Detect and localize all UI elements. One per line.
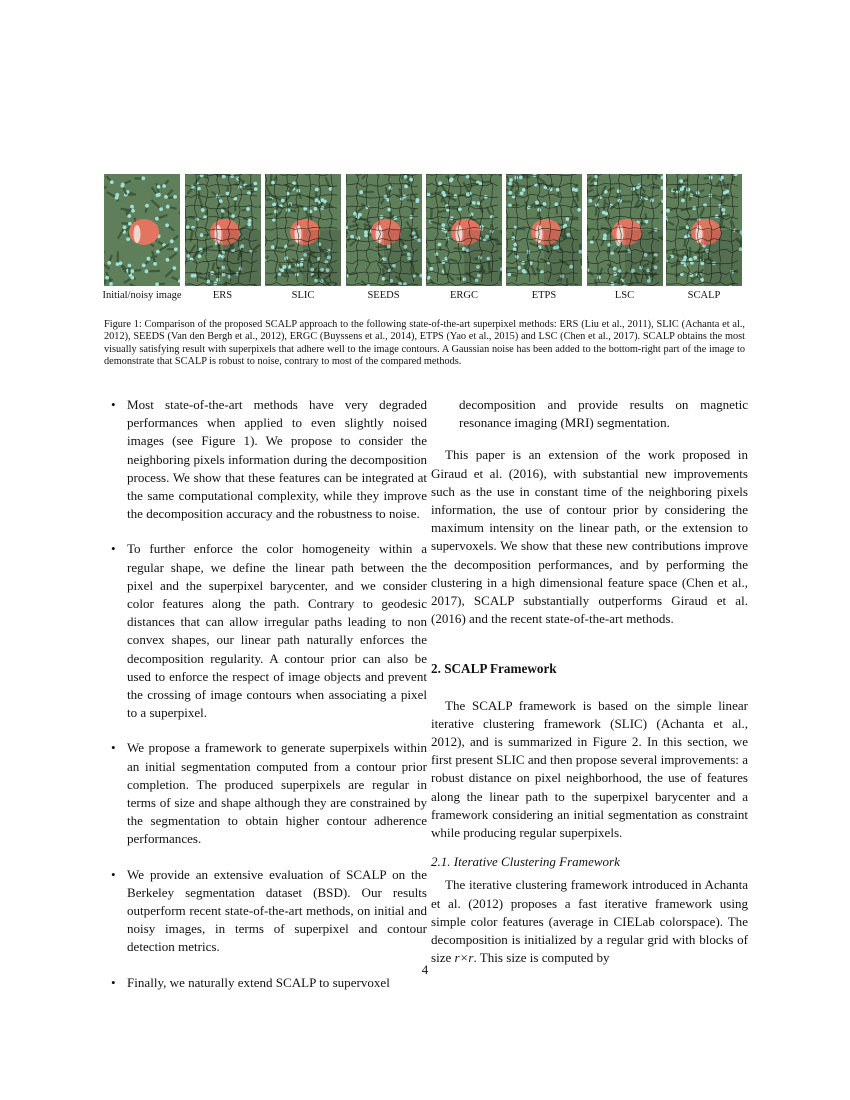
- superpixel-image-icon: [506, 174, 582, 286]
- figure-panel-slic: [265, 174, 341, 286]
- bullet-icon: •: [111, 740, 116, 756]
- figure-panel-ergc: [426, 174, 502, 286]
- list-item-text: Finally, we naturally extend SCALP to supervoxel: [127, 974, 390, 990]
- list-item: [110, 396, 427, 523]
- bullet-icon: •: [111, 974, 116, 990]
- figure-label: LSC: [614, 290, 635, 301]
- figure-panel-initial: [104, 174, 180, 286]
- list-item: [110, 866, 427, 957]
- figure-label: ERGC: [449, 290, 478, 301]
- page-number: 4: [421, 962, 429, 977]
- list-item: [110, 540, 427, 722]
- figure-label: ERS: [212, 290, 233, 301]
- figure-1: [104, 174, 744, 286]
- figure-caption: Figure 1: Comparison of the proposed SCALP approach to the following state-of-the-art superpixel methods: ERS (Liu et al., 2011), SLIC (Achanta et al., 2012), SEEDS (Van den Bergh et al., 2012), ERGC (Buyssens et al., 2014), ETPS (Yao et al., 2015) and LSC (Chen et al., 2017). SCALP obtains the most visually satisfying result with superpixels that adhere well to the image contours. A Gaussian noise has been added to the bottom-right part of the image to demonstrate that SCALP is robust to noise, contrary to most of the compared methods.: [104, 319, 745, 368]
- bullet-icon: •: [111, 397, 116, 412]
- left-column: [110, 396, 427, 1009]
- figure-panel-seeds: [346, 174, 422, 286]
- superpixel-image-icon: [666, 174, 742, 286]
- list-item-text: We provide an extensive evaluation of SCALP on the Berkeley segmentation dataset (BSD). Our results outperform recent state-of-the-art methods, on initial and noisy images, in terms of superpixel and contour detection metrics.: [127, 866, 427, 955]
- paragraph: [431, 876, 748, 967]
- coral-image-icon: [104, 174, 180, 286]
- list-item-text: We propose a framework to generate superpixels within an initial segmentation computed from a contour prior completion. The produced superpixels are regular in terms of size and shape although they are constrained by the segmentation to obtain higher contour adherence performances.: [127, 740, 427, 847]
- superpixel-image-icon: [346, 174, 422, 286]
- bullet-icon: •: [111, 866, 116, 882]
- paragraph-text: The iterative clustering framework introduced in Achanta et al. (2012) proposes a fast iterative framework using simple color features (average in CIELab colorspace). The decomposition is initialized by a regular grid with blocks of size: [431, 877, 748, 966]
- superpixel-image-icon: [185, 174, 261, 286]
- figure-panel-scalp: [666, 174, 742, 286]
- figure-panel-etps: [506, 174, 582, 286]
- bullet-icon: •: [111, 541, 116, 557]
- figure-label: ETPS: [531, 290, 557, 301]
- subsection-title: 2.1. Iterative Clustering Framework: [431, 854, 620, 870]
- figure-label: SCALP: [687, 290, 721, 301]
- bullet-continuation: decomposition and provide results on magnetic resonance imaging (MRI) segmentation.: [459, 397, 748, 431]
- math-expression: r×r: [454, 950, 474, 966]
- figure-1-labels: [104, 290, 744, 304]
- superpixel-image-icon: [265, 174, 341, 286]
- paragraph-text: . This size is computed by: [473, 950, 610, 966]
- list-item-text: To further enforce the color homogeneity within a regular shape, we define the linear path between the pixel and the superpixel barycenter, and we consider color features along the path. Contrary to geodesic distances that can allow irregular paths leading to non convex shapes, our linear path naturally enforces the decomposition regularity. A contour prior can also be used to enforce the respect of image objects and prevent the crossing of image contours when associating a pixel to a superpixel.: [127, 541, 427, 721]
- superpixel-image-icon: [587, 174, 663, 286]
- section-title: 2. SCALP Framework: [431, 661, 557, 677]
- figure-label: Initial/noisy image: [102, 290, 182, 301]
- paragraph: The SCALP framework is based on the simple linear iterative clustering framework (SLIC) (Achanta et al., 2012), and is summarized in Figure 2. In this section, we first present SLIC and then propose several improvements: a robust distance on pixel neighborhood, the use of features along the linear path to the superpixel barycenter and a framework considering an initial segmentation as constraint while producing regular superpixels.: [431, 697, 748, 841]
- superpixel-image-icon: [426, 174, 502, 286]
- right-column: [431, 396, 748, 967]
- figure-label: SLIC: [291, 290, 315, 301]
- list-item-text: Most state-of-the-art methods have very degraded performances when applied to even slightly noised images (see Figure 1). We propose to consider the neighboring pixels information during the decomposition process. We show that these features can be integrated at the same computational complexity, while they improve the decomposition accuracy and the robustness to noise.: [127, 397, 427, 522]
- figure-panel-ers: [185, 174, 261, 286]
- figure-label: SEEDS: [367, 290, 400, 301]
- paragraph: This paper is an extension of the work proposed in Giraud et al. (2016), with substantial new improvements such as the use in constant time of the neighboring pixels information, the use of contour prior by considering the maximum intensity on the linear path, or the extension to supervoxels. We show that these new contributions improve the decomposition performances, and by performing the clustering in a high dimensional feature space (Chen et al., 2017), SCALP substantially outperforms Giraud et al. (2016) and the recent state-of-the-art methods.: [431, 447, 748, 627]
- figure-panel-lsc: [587, 174, 663, 286]
- list-item: [110, 739, 427, 848]
